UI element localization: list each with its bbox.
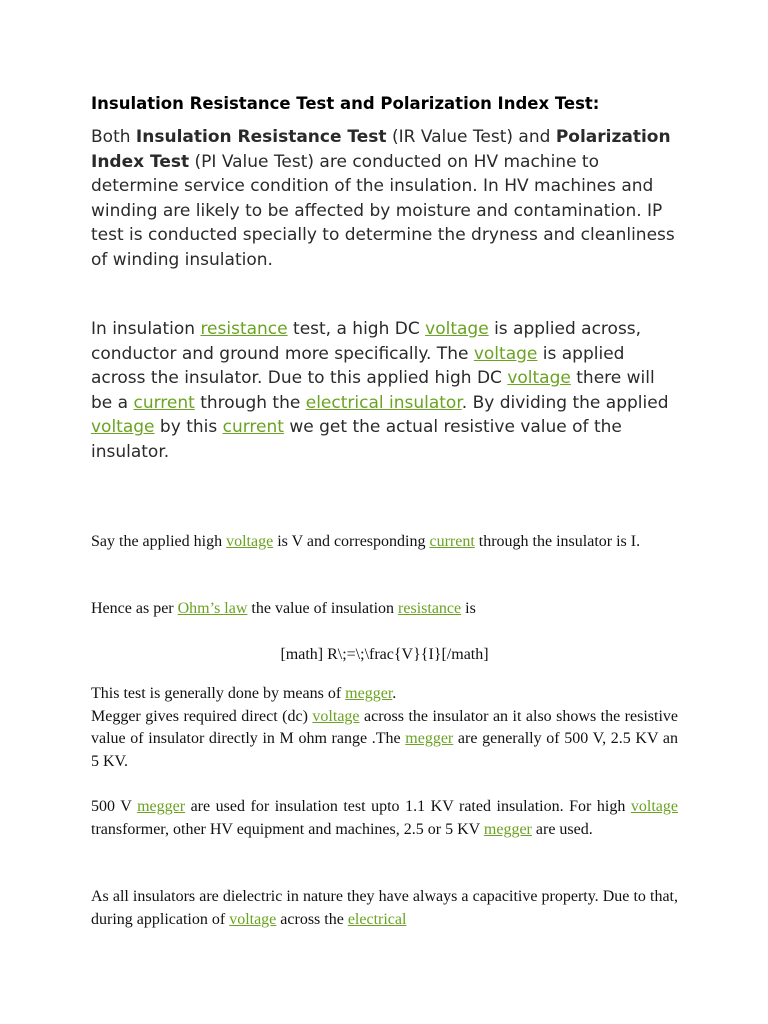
link-voltage[interactable]: voltage — [507, 368, 571, 388]
link-megger[interactable]: megger — [483, 820, 532, 838]
text: 500 V — [91, 798, 138, 815]
link-voltage[interactable]: voltage — [229, 910, 277, 928]
text: across the insulator an it also shows the resistive value of insulator directly in M ohm range .The — [91, 707, 682, 747]
link-electrical-insulator[interactable]: electrical insulator — [305, 392, 462, 413]
text: is applied across, conductor and ground more specifically. The — [91, 319, 647, 364]
text: (IR Value Test) and — [386, 127, 556, 147]
text: are used for insulation test upto 1.1 KV rated insulation. For high — [185, 798, 631, 815]
megger-paragraph — [91, 683, 683, 773]
link-voltage[interactable]: voltage — [425, 319, 489, 339]
text: Say the applied high — [91, 533, 227, 550]
text: we get the actual resistive value of the insulator. — [91, 417, 628, 462]
bold-term-pi-test: Polarization Index Test — [91, 127, 677, 172]
text: transformer, other HV equipment and machines, 2.5 or 5 KV — [91, 798, 682, 838]
text: are generally of 500 V, 2.5 KV an 5 KV. — [91, 730, 683, 770]
dielectric-paragraph — [91, 886, 682, 931]
link-current[interactable]: current — [429, 533, 475, 550]
link-current[interactable]: current — [222, 417, 284, 437]
link-voltage[interactable]: voltage — [91, 417, 155, 437]
text: Both — [91, 127, 136, 147]
text: by this — [154, 417, 223, 437]
text: is — [461, 600, 476, 617]
link-resistance[interactable]: resistance — [200, 319, 288, 339]
ohms-law-paragraph — [91, 598, 678, 621]
text: Megger gives required direct (dc) — [91, 707, 313, 725]
text: through the insulator is I. — [474, 533, 641, 550]
megger-ratings-paragraph — [91, 796, 682, 841]
voltage-current-paragraph — [91, 531, 678, 554]
text: through the — [194, 392, 306, 413]
link-current[interactable]: current — [133, 392, 195, 413]
text: test, a high DC — [287, 319, 426, 339]
text: the value of insulation — [247, 600, 399, 617]
bold-term-ir-test: Insulation Resistance Test — [135, 127, 387, 147]
link-voltage[interactable]: voltage — [630, 798, 678, 815]
link-ohms-law[interactable]: Ohm’s law — [177, 600, 248, 617]
math-formula: [math] R\;=\;\frac{V}{I}[/math] — [280, 646, 489, 663]
text: . By dividing the applied — [461, 392, 674, 413]
text: across the — [276, 910, 348, 928]
text: In insulation — [91, 319, 201, 339]
text: Hence as per — [91, 600, 178, 617]
link-megger[interactable]: megger — [137, 798, 186, 815]
text: As all insulators are dielectric in nature they have always a capacitive property. Due to that, during application of — [91, 888, 682, 928]
intro-paragraph — [91, 125, 681, 272]
text: is V and corresponding — [273, 533, 430, 550]
text: . — [392, 685, 397, 702]
link-voltage[interactable]: voltage — [226, 533, 274, 550]
ir-test-paragraph — [91, 317, 678, 464]
link-voltage[interactable]: voltage — [473, 343, 538, 364]
link-megger[interactable]: megger — [405, 730, 454, 747]
link-voltage[interactable]: voltage — [312, 707, 360, 725]
text: are used. — [531, 820, 593, 838]
text: there will be a — [91, 368, 661, 413]
text: (PI Value Test) are conducted on HV machine to determine service condition of the insulation. In HV machines and winding are likely to be affected by moisture and contamination. IP test is conducted specially to determine the dryness and cleanliness of winding insulation. — [91, 151, 681, 270]
link-megger[interactable]: megger — [345, 685, 393, 702]
page-title: Insulation Resistance Test and Polarization Index Test: — [91, 94, 600, 113]
link-electrical[interactable]: electrical — [347, 910, 407, 928]
link-resistance[interactable]: resistance — [398, 600, 462, 617]
text: is applied across the insulator. Due to this applied high DC — [91, 343, 630, 388]
text: This test is generally done by means of — [91, 685, 346, 702]
